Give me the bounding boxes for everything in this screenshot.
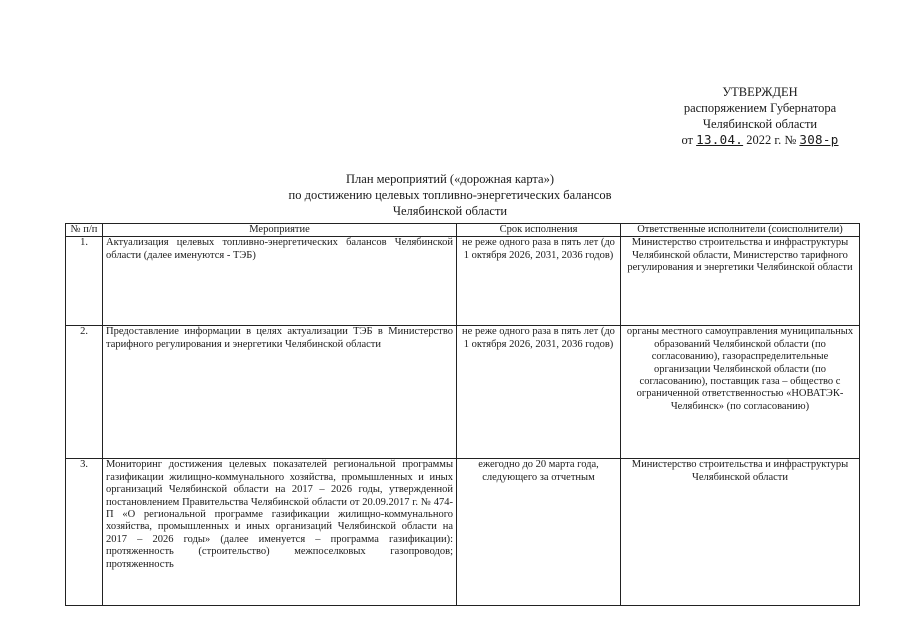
header-deadline: Срок исполнения xyxy=(457,224,621,237)
row-measure: Актуализация целевых топливно-энергетических балансов Челябинской области (далее именуются - ТЭБ) xyxy=(103,237,457,326)
approval-region-line: Челябинской области xyxy=(702,117,818,131)
approval-date-line xyxy=(640,132,880,148)
roadmap-table xyxy=(65,223,860,606)
approval-decree-line: распоряжением Губернатора xyxy=(683,101,837,115)
approval-number: 308-р xyxy=(799,132,839,147)
row-measure: Предоставление информации в целях актуализации ТЭБ в Министерство тарифного регулирования и энергетики Челябинской области xyxy=(103,326,457,459)
title-line-3: Челябинской области xyxy=(392,204,508,218)
table-row xyxy=(66,326,860,459)
date-prefix: от xyxy=(681,133,694,147)
row-deadline: не реже одного раза в пять лет (до 1 октября 2026, 2031, 2036 годов) xyxy=(457,326,621,459)
table-header-row xyxy=(66,224,860,237)
approval-year: 2022 г. № xyxy=(746,133,797,147)
row-number: 3. xyxy=(66,459,103,606)
approval-stamp xyxy=(640,84,880,148)
row-measure: Мониторинг достижения целевых показателей региональной программы газификации жилищно-коммунального хозяйства, промышленных и иных организаций Челябинской области на 2017 – 2026 годы, утвержденной постановлением Правительства Челябинской области от 20.09.2017 г. № 474-П «О региональной программе газификации жилищно-коммунального хозяйства, промышленных и иных организаций Челябинской области на 2017 – 2026 годы» (далее именуется – программа газификации): протяженность (строительство) межпоселковых газопроводов; протяженность xyxy=(103,459,457,606)
approval-heading: УТВЕРЖДЕН xyxy=(722,85,798,99)
table-row xyxy=(66,237,860,326)
header-responsible: Ответственные исполнители (соисполнители) xyxy=(621,224,860,237)
approval-date: 13.04. xyxy=(696,132,744,147)
title-line-2: по достижению целевых топливно-энергетических балансов xyxy=(288,188,612,202)
row-deadline: не реже одного раза в пять лет (до 1 октября 2026, 2031, 2036 годов) xyxy=(457,237,621,326)
row-number: 1. xyxy=(66,237,103,326)
row-responsible: Министерство строительства и инфраструктуры Челябинской области xyxy=(621,459,860,606)
row-responsible: органы местного самоуправления муниципальных образований Челябинской области (по согласованию), газораспределительные организации Челябинской области (по согласованию), поставщик газа – общество с ограниченной ответственностью «НОВАТЭК-Челябинск» (по согласованию) xyxy=(621,326,860,459)
header-measure: Мероприятие xyxy=(103,224,457,237)
title-line-1: План мероприятий («дорожная карта») xyxy=(346,172,554,186)
row-number: 2. xyxy=(66,326,103,459)
header-num: № п/п xyxy=(66,224,103,237)
document-title xyxy=(240,171,660,219)
table-row xyxy=(66,459,860,606)
row-deadline: ежегодно до 20 марта года, следующего за отчетным xyxy=(457,459,621,606)
row-responsible: Министерство строительства и инфраструктуры Челябинской области, Министерство тарифного регулирования и энергетики Челябинской области xyxy=(621,237,860,326)
